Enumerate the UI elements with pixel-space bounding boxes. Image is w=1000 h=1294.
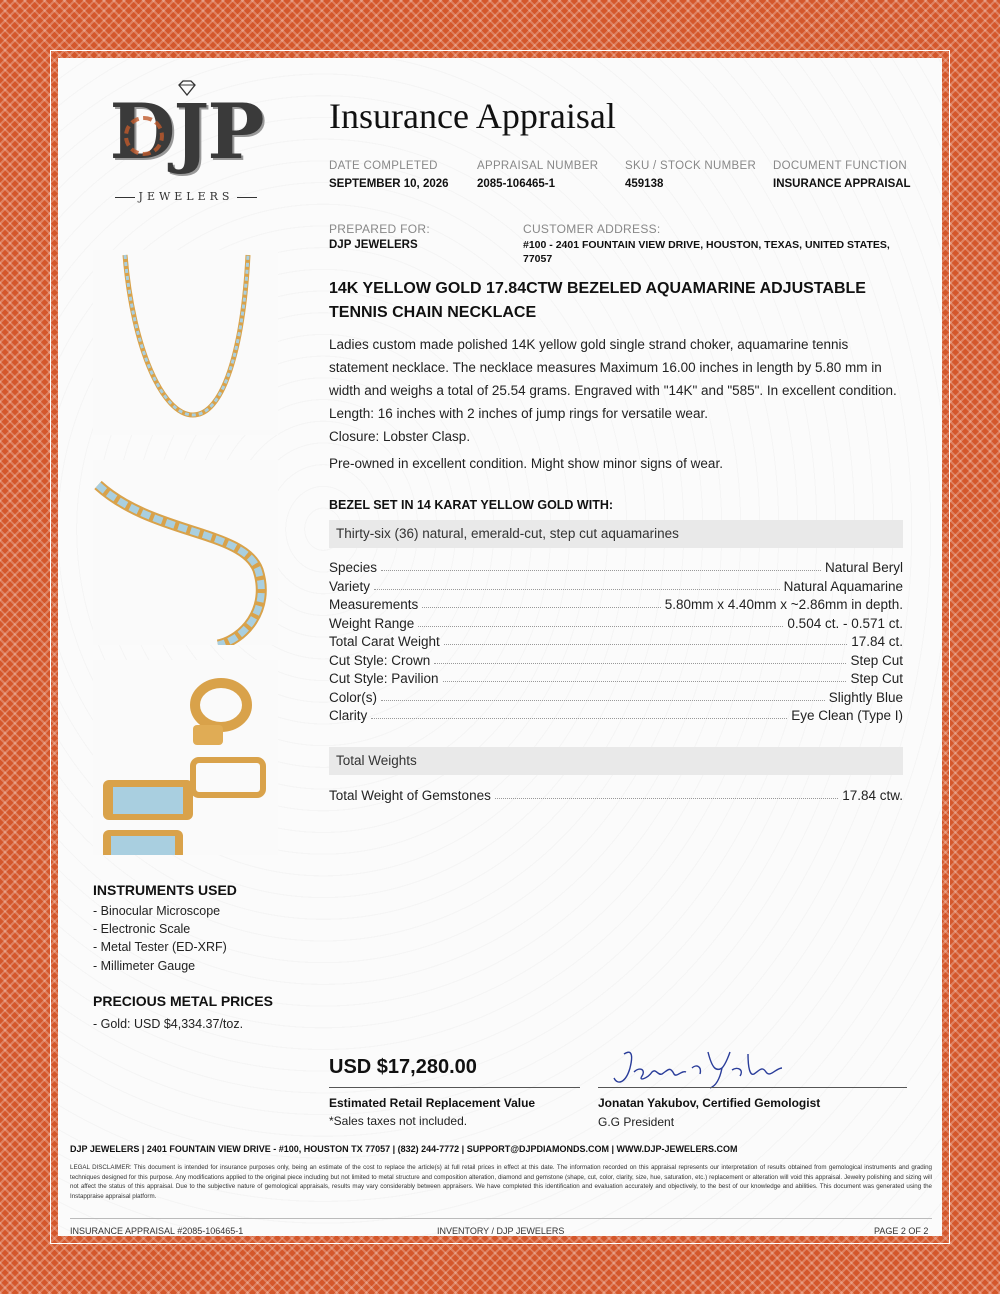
sku-value: 459138 xyxy=(625,178,664,190)
spec-value: Slightly Blue xyxy=(828,690,903,705)
spec-label: Species xyxy=(329,560,378,575)
customer-address-line2: 77057 xyxy=(523,253,553,265)
spec-label: Cut Style: Pavilion xyxy=(329,671,439,686)
signer-title: G.G President xyxy=(598,1115,675,1129)
instrument-item: - Electronic Scale xyxy=(93,922,191,936)
spec-row xyxy=(329,687,903,705)
spec-row xyxy=(329,576,903,594)
appraisal-number-value: 2085-106465-1 xyxy=(477,178,556,190)
logo-subtitle: JEWELERS xyxy=(106,190,266,203)
spec-value: Natural Aquamarine xyxy=(783,579,903,594)
spec-label: Measurements xyxy=(329,597,419,612)
date-completed-value: SEPTEMBER 10, 2026 xyxy=(329,178,449,190)
clasp-photo xyxy=(93,660,278,855)
appraisal-number-label: APPRAISAL NUMBER xyxy=(477,160,599,172)
prepared-for-value: DJP JEWELERS xyxy=(329,239,418,251)
spec-row xyxy=(329,613,903,631)
necklace-photo-full xyxy=(93,250,278,435)
spec-value: Eye Clean (Type I) xyxy=(791,708,903,723)
price-note: *Sales taxes not included. xyxy=(329,1114,468,1128)
spec-row xyxy=(329,705,903,723)
price-rule xyxy=(329,1087,580,1088)
spec-value: 5.80mm x 4.40mm x ~2.86mm in depth. xyxy=(664,597,903,612)
document-function-label: DOCUMENT FUNCTION xyxy=(773,160,907,172)
spec-label: Cut Style: Crown xyxy=(329,653,431,668)
description-closure: Closure: Lobster Clasp. xyxy=(329,429,471,444)
spec-label: Variety xyxy=(329,579,371,594)
logo-text: DJP xyxy=(109,87,263,176)
price-label: Estimated Retail Replacement Value xyxy=(329,1096,536,1110)
product-title: 14K YELLOW GOLD 17.84CTW BEZELED AQUAMARINE ADJUSTABLE TENNIS CHAIN NECKLACE xyxy=(329,280,866,321)
metal-price-item: - Gold: USD $4,334.37/toz. xyxy=(93,1017,244,1031)
spec-row xyxy=(329,594,903,612)
instrument-item: - Millimeter Gauge xyxy=(93,959,196,973)
metal-prices-heading: PRECIOUS METAL PRICES xyxy=(93,993,273,1009)
page-number: PAGE 2 OF 2 xyxy=(874,1226,929,1236)
instruments-heading: INSTRUMENTS USED xyxy=(93,882,237,898)
handwritten-signature xyxy=(612,1048,792,1090)
customer-address-label: CUSTOMER ADDRESS: xyxy=(523,222,661,236)
footer-appraisal-id: INSURANCE APPRAISAL #2085-106465-1 xyxy=(70,1226,244,1236)
description-length: Length: 16 inches with 2 inches of jump rings for versatile wear. xyxy=(329,406,708,421)
legal-disclaimer: LEGAL DISCLAIMER: This document is intended for insurance purposes only, being an estimate of the cost to replace the article(s) at full retail prices in effect at this date. The information recorded on this appraisal represents our interpretation of results obtained from gemological instruments and grading techniques designed for this purpose. Any modifications applied to the original piece including but not limited to metal structure and composition alteration, diamond and gemstone (shape, cut, color, clarity, size, hue, saturation, etc.) replacement or alteration will void this appraisal. Jewelry polishing and sizing will not affect the status of this appraisal. Due to the subjective nature of gemological appraisals, results may vary considerably between appraisers. We have completed this identification and evaluation accurately and objectively, to the best of our knowledge and abilities. This document was generated using the Instappraise appraisal platform. xyxy=(70,1164,932,1200)
spec-row xyxy=(329,557,903,575)
spec-label: Total Weight of Gemstones xyxy=(329,788,491,803)
djp-logo xyxy=(106,80,266,210)
spec-value: Natural Beryl xyxy=(824,560,903,575)
spec-label: Color(s) xyxy=(329,690,378,705)
footer-rule xyxy=(70,1218,932,1219)
signature-rule xyxy=(598,1087,907,1088)
spec-label: Clarity xyxy=(329,708,368,723)
condition-text: Pre-owned in excellent condition. Might show minor signs of wear. xyxy=(329,456,723,471)
total-weights-heading: Total Weights xyxy=(329,747,903,775)
stone-summary: Thirty-six (36) natural, emerald-cut, step cut aquamarines xyxy=(329,520,903,548)
spec-label: Total Carat Weight xyxy=(329,634,440,649)
instrument-item: - Binocular Microscope xyxy=(93,904,221,918)
customer-address-line1: #100 - 2401 FOUNTAIN VIEW DRIVE, HOUSTON, TEXAS, UNITED STATES, xyxy=(523,239,890,251)
retail-price: USD $17,280.00 xyxy=(329,1056,477,1078)
signer-name: Jonatan Yakubov, Certified Gemologist xyxy=(598,1096,821,1110)
spec-value: Step Cut xyxy=(850,653,903,668)
footer-inventory: INVENTORY / DJP JEWELERS xyxy=(437,1226,565,1236)
spec-value: Step Cut xyxy=(850,671,903,686)
gear-icon xyxy=(124,116,164,156)
spec-row xyxy=(329,668,903,686)
sku-label: SKU / STOCK NUMBER xyxy=(625,160,757,172)
spec-value: 0.504 ct. - 0.571 ct. xyxy=(787,616,903,631)
necklace-photo-detail xyxy=(93,460,278,645)
page-title: Insurance Appraisal xyxy=(329,96,616,136)
total-gemstones-row xyxy=(329,785,903,803)
spec-value: 17.84 ctw. xyxy=(842,788,903,803)
document-function-value: INSURANCE APPRAISAL xyxy=(773,178,911,190)
description xyxy=(329,333,904,448)
bezel-heading: BEZEL SET IN 14 KARAT YELLOW GOLD WITH: xyxy=(329,498,614,512)
spec-row xyxy=(329,650,903,668)
prepared-for-label: PREPARED FOR: xyxy=(329,222,431,236)
description-text: Ladies custom made polished 14K yellow gold single strand choker, aquamarine tennis statement necklace. The necklace measures Maximum 16.00 inches in length by 5.80 mm in width and weighs a total of 25.54 grams. Engraved with "14K" and "585". In excellent condition. xyxy=(329,337,897,398)
spec-row xyxy=(329,631,903,649)
spec-label: Weight Range xyxy=(329,616,415,631)
instrument-item: - Metal Tester (ED-XRF) xyxy=(93,940,227,954)
footer-contact: DJP JEWELERS | 2401 FOUNTAIN VIEW DRIVE - #100, HOUSTON TX 77057 | (832) 244-7772 | SUPPORT@DJPDIAMONDS.COM | WWW.DJP-JEWELERS.COM xyxy=(70,1144,738,1154)
date-completed-label: DATE COMPLETED xyxy=(329,160,438,172)
spec-value: 17.84 ct. xyxy=(851,634,903,649)
